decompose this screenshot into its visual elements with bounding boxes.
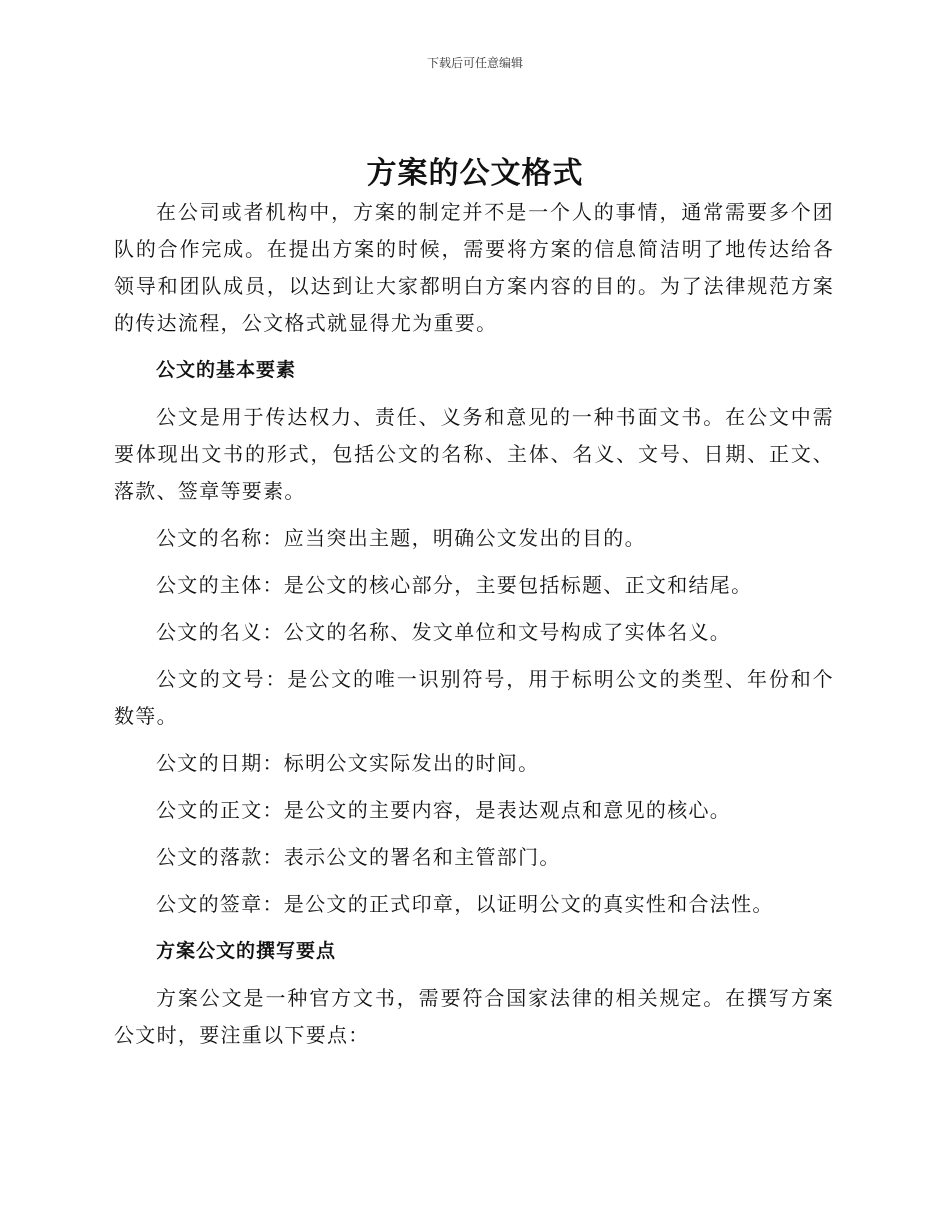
- section-heading-writing-points: 方案公文的撰写要点: [156, 940, 337, 962]
- body-paragraph: 方案公文是一种官方文书，需要符合国家法律的相关规定。在撰写方案公文时，要注重以下要点：: [114, 986, 834, 1047]
- page-header-note: 下载后可任意编辑: [426, 56, 523, 70]
- element-item-seal: 公文的签章：是公文的正式印章，以证明公文的真实性和合法性。: [156, 892, 774, 916]
- intro-paragraph: 在公司或者机构中，方案的制定并不是一个人的事情，通常需要多个团队的合作完成。在提出方案的时候，需要将方案的信息简洁明了地传达给各领导和团队成员，以达到让大家都明白方案内容的目的。为了法律规范方案的传达流程，公文格式就显得尤为重要。: [114, 200, 834, 335]
- element-item-signature: 公文的落款：表示公文的署名和主管部门。: [156, 845, 561, 869]
- element-item-doc-number: 公文的文号：是公文的唯一识别符号，用于标明公文的类型、年份和个数等。: [114, 667, 834, 728]
- element-item-body: 公文的正文：是公文的主要内容，是表达观点和意见的核心。: [156, 798, 732, 822]
- element-item-authority: 公文的名义：公文的名称、发文单位和文号构成了实体名义。: [156, 620, 732, 644]
- section-heading-basic-elements: 公文的基本要素: [156, 359, 297, 381]
- element-item-name: 公文的名称：应当突出主题，明确公文发出的目的。: [156, 526, 646, 550]
- element-item-subject: 公文的主体：是公文的核心部分，主要包括标题、正文和结尾。: [156, 573, 753, 597]
- body-paragraph: 公文是用于传达权力、责任、义务和意见的一种书面文书。在公文中需要体现出文书的形式，包括公文的名称、主体、名义、文号、日期、正文、落款、签章等要素。: [114, 405, 834, 503]
- document-body: [114, 194, 834, 1054]
- element-item-date: 公文的日期：标明公文实际发出的时间。: [156, 751, 540, 775]
- document-title: 方案的公文格式: [366, 156, 584, 191]
